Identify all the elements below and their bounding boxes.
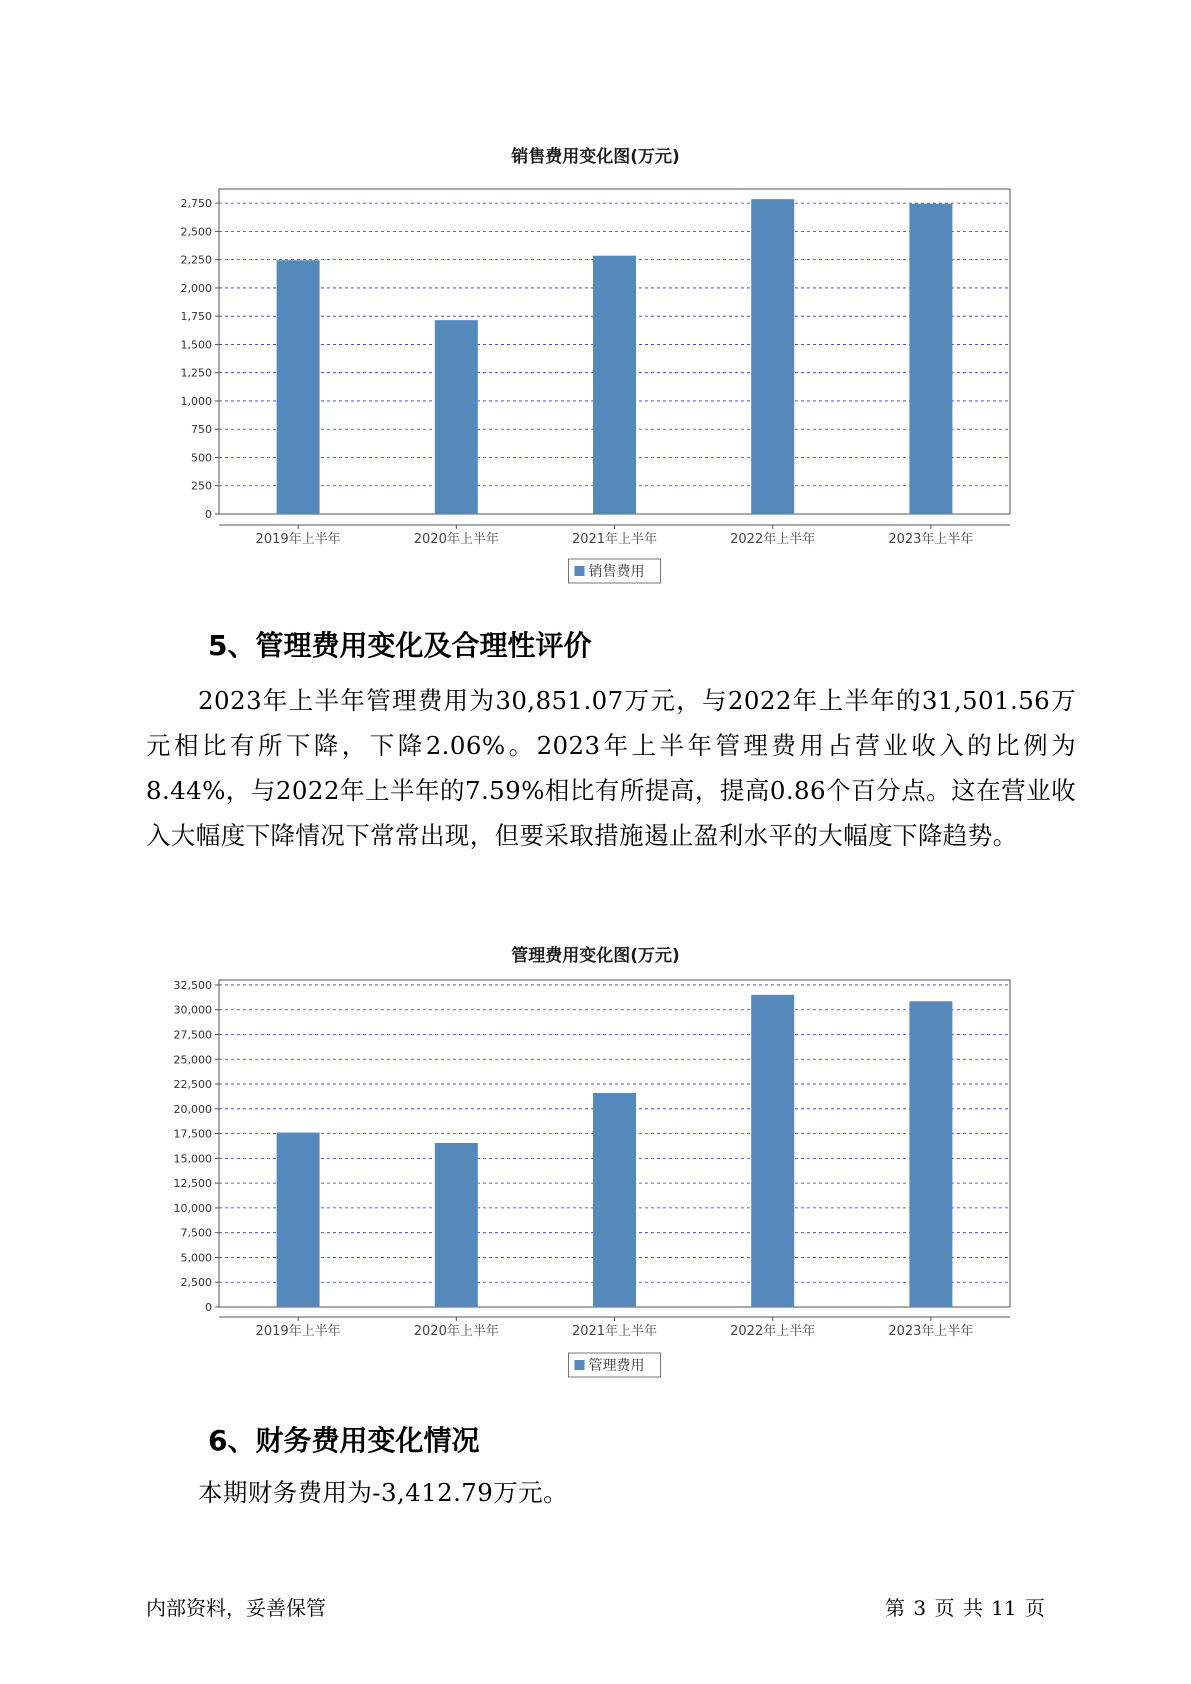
- y-tick-label: 1,000: [180, 394, 212, 408]
- chart-title-admin-expense: 管理费用变化图(万元): [511, 946, 680, 966]
- bar-3: [593, 1093, 636, 1307]
- y-tick-label: 12,500: [173, 1177, 212, 1191]
- section-6-paragraph: 本期财务费用为-3,412.79万元。: [198, 1478, 568, 1507]
- y-tick-label: 15,000: [173, 1152, 212, 1166]
- footer-confidential-note: 内部资料，妥善保管: [146, 1596, 326, 1620]
- y-tick-label: 2,500: [180, 1276, 212, 1290]
- x-tick-label: 2019年上半年: [255, 1324, 341, 1339]
- x-tick-label: 2021年上半年: [571, 1324, 658, 1339]
- y-tick-label: 25,000: [173, 1053, 212, 1067]
- x-tick-label: 2019年上半年: [255, 532, 341, 547]
- y-tick-label: 30,000: [173, 1003, 212, 1017]
- y-tick-label: 7,500: [180, 1226, 212, 1240]
- y-tick-label: 17,500: [173, 1127, 212, 1141]
- y-tick-label: 27,500: [173, 1028, 212, 1042]
- bar-4: [751, 995, 794, 1307]
- section-5-paragraph: 2023年上半年管理费用为30,851.07万元，与2022年上半年的31,501.56万元相比有所下降，下降2.06%。2023年上半年管理费用占营业收入的比例为8.44%，与2022年上半年的7.59%相比有所提高，提高0.86个百分点。这在营业收入大幅度下降情况下常常出现，但要采取措施遏止盈利水平的大幅度下降趋势。: [146, 686, 1076, 850]
- section-5-heading: 5、管理费用变化及合理性评价: [208, 629, 592, 662]
- x-tick-label: 2022年上半年: [730, 1324, 816, 1339]
- x-tick-label: 2020年上半年: [413, 1324, 499, 1339]
- y-tick-label: 1,500: [180, 338, 212, 352]
- y-tick-label: 22,500: [173, 1078, 212, 1092]
- y-tick-label: 250: [191, 479, 212, 493]
- bar-1: [277, 1133, 320, 1307]
- legend-swatch: [575, 1360, 585, 1370]
- x-tick-label: 2021年上半年: [571, 532, 658, 547]
- x-tick-label: 2023年上半年: [888, 1324, 974, 1339]
- y-tick-label: 2,750: [180, 197, 212, 211]
- y-tick-label: 1,250: [180, 366, 212, 380]
- y-tick-label: 2,250: [180, 253, 212, 267]
- y-tick-label: 1,750: [180, 310, 212, 324]
- legend-label: 销售费用: [588, 564, 645, 580]
- y-tick-label: 5,000: [180, 1251, 212, 1265]
- section-6-heading: 6、财务费用变化情况: [208, 1424, 480, 1457]
- y-tick-label: 750: [191, 423, 212, 437]
- bar-5: [909, 1001, 952, 1307]
- y-tick-label: 0: [205, 1301, 212, 1314]
- chart-title-sales-expense: 销售费用变化图(万元): [511, 147, 680, 167]
- legend-label: 管理费用: [588, 1358, 645, 1374]
- y-tick-label: 20,000: [173, 1102, 212, 1116]
- y-tick-label: 32,500: [173, 978, 212, 992]
- bar-2: [435, 1143, 478, 1307]
- y-tick-label: 500: [191, 451, 212, 465]
- footer-page-number: 第 3 页 共 11 页: [885, 1596, 1045, 1620]
- y-tick-label: 2,500: [180, 225, 212, 239]
- y-tick-label: 10,000: [173, 1201, 212, 1215]
- x-tick-label: 2022年上半年: [730, 532, 816, 547]
- y-tick-label: 2,000: [180, 281, 212, 295]
- y-tick-label: 0: [205, 508, 212, 521]
- x-tick-label: 2020年上半年: [413, 532, 499, 547]
- x-tick-label: 2023年上半年: [888, 532, 974, 547]
